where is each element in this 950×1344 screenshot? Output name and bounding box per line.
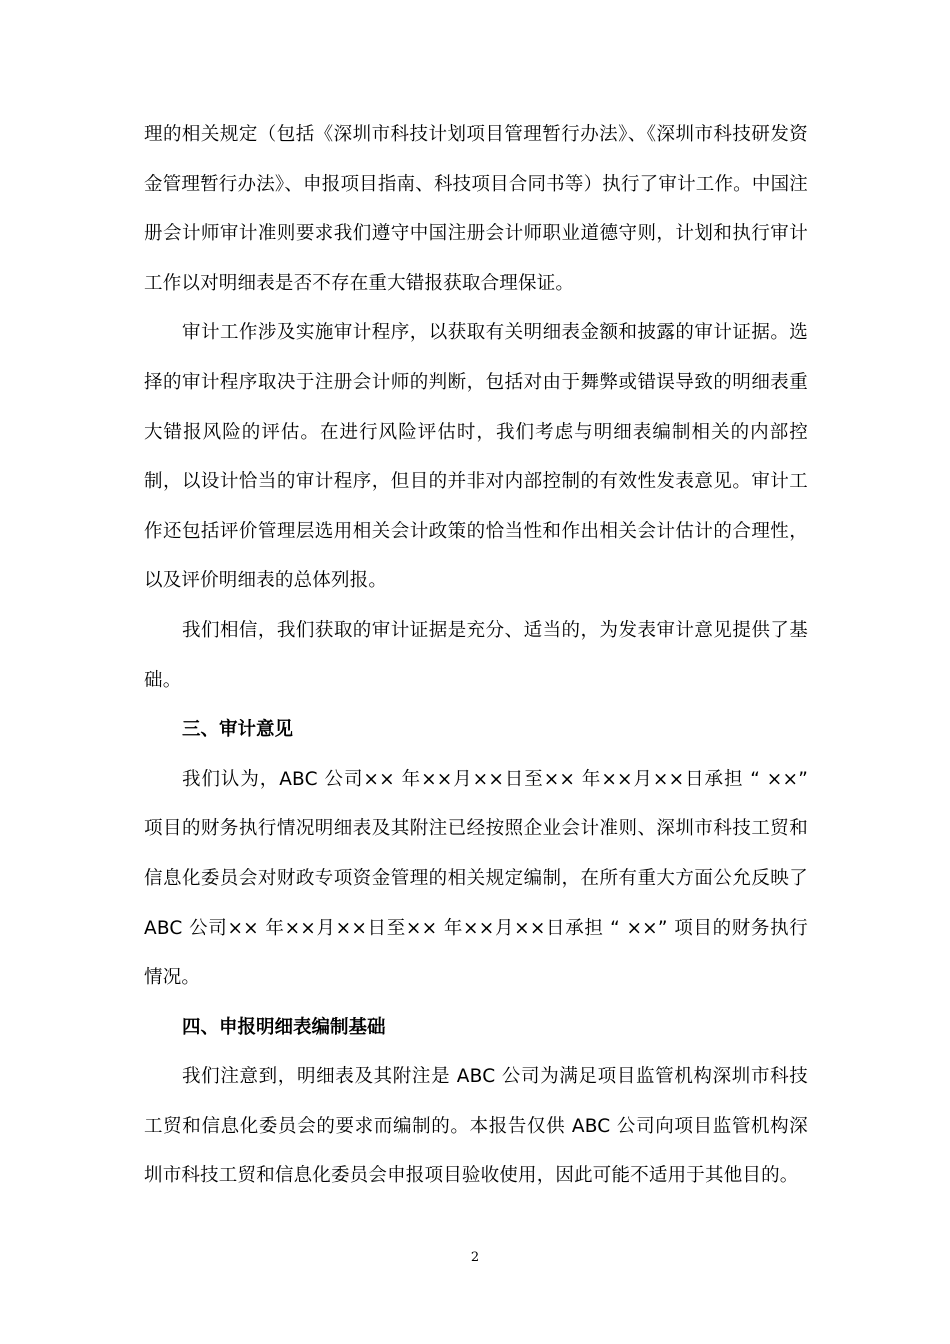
paragraph-audit-standards: 理的相关规定（包括《深圳市科技计划项目管理暂行办法》、《深圳市科技研发资金管理暂行办法》、申报项目指南、科技项目合同书等）执行了审计工作。中国注册会计师审计准则要求我们遵守中国注册会计师职业道德守则，计划和执行审计工作以对明细表是否不存在重大错报获取合理保证。 <box>144 124 808 294</box>
section-heading-preparation-basis: 四、申报明细表编制基础 <box>182 1016 386 1038</box>
section-heading-audit-opinion: 三、审计意见 <box>182 719 294 741</box>
paragraph-audit-procedures: 审计工作涉及实施审计程序，以获取有关明细表金额和披露的审计证据。选择的审计程序取决于注册会计师的判断，包括对由于舞弊或错误导致的明细表重大错报风险的评估。在进行风险评估时，我们考虑与明细表编制相关的内部控制，以设计恰当的审计程序，但目的并非对内部控制的有效性发表意见。审计工作还包括评价管理层选用相关会计政策的恰当性和作出相关会计估计的合理性，以及评价明细表的总体列报。 <box>144 322 808 592</box>
paragraph-preparation-basis: 我们注意到，明细表及其附注是 ABC 公司为满足项目监管机构深圳市科技工贸和信息化委员会的要求而编制的。本报告仅供 ABC 公司向项目监管机构深圳市科技工贸和信息化委员会申报项目验收使用，因此可能不适用于其他目的。 <box>144 1066 808 1187</box>
paragraph-audit-evidence: 我们相信，我们获取的审计证据是充分、适当的，为发表审计意见提供了基础。 <box>144 619 808 691</box>
document-body <box>144 110 808 1201</box>
page-number: 2 <box>470 1250 480 1265</box>
paragraph-audit-opinion: 我们认为，ABC 公司×× 年××月××日至×× 年××月××日承担 “ ××” 项目的财务执行情况明细表及其附注已经按照企业会计准则、深圳市科技工贸和信息化委员会对财政专项资金管理的相关规定编制，在所有重大方面公允反映了 ABC 公司×× 年××月××日至×× 年××月××日承担 “ ××” 项目的财务执行情况。 <box>144 768 808 989</box>
